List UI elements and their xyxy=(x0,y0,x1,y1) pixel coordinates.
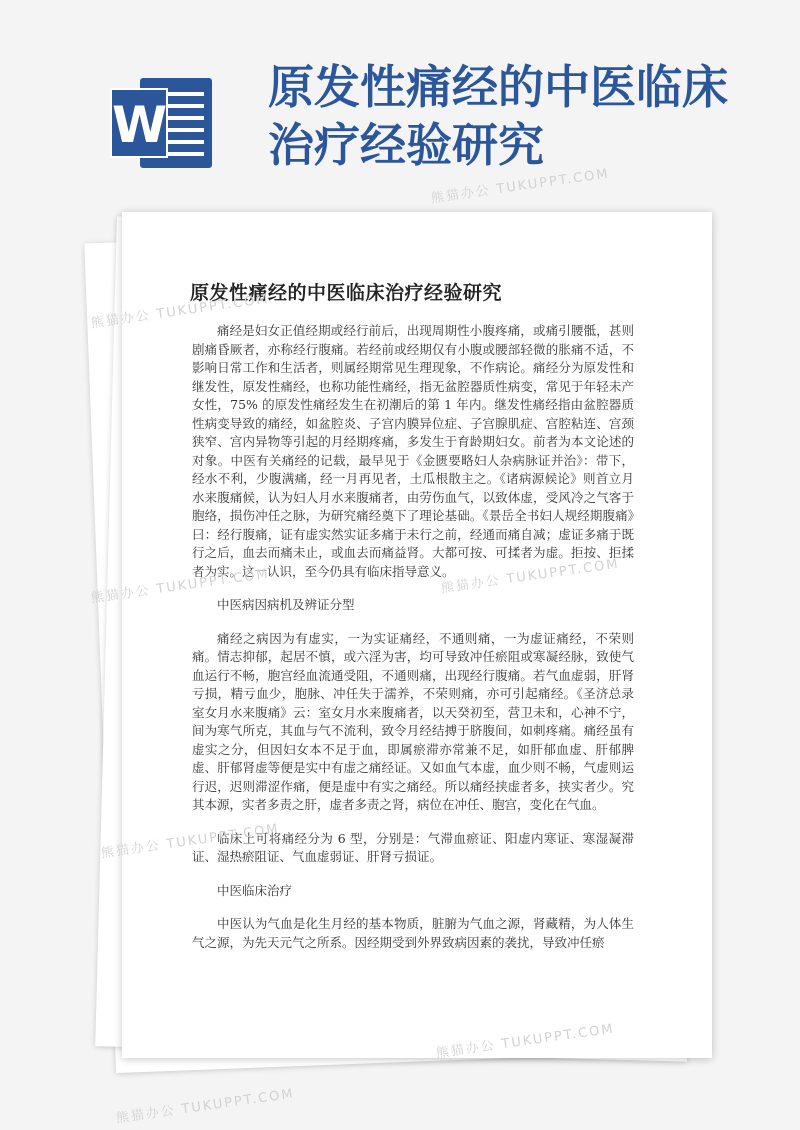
watermark: 熊猫办公 TUKUPPT.COM xyxy=(440,556,621,597)
watermark: 熊猫办公 TUKUPPT.COM xyxy=(90,566,271,607)
watermark: 熊猫办公 TUKUPPT.COM xyxy=(100,821,281,862)
section-heading-treatment: 中医临床治疗 xyxy=(217,882,293,898)
document-body xyxy=(192,322,634,952)
word-w-letter: W xyxy=(110,88,168,158)
watermark: 熊猫办公 TUKUPPT.COM xyxy=(435,1021,616,1062)
word-icon xyxy=(110,78,212,168)
watermark: 熊猫办公 TUKUPPT.COM xyxy=(90,291,271,332)
page-title: 原发性痛经的中医临床治疗经验研究 xyxy=(268,60,728,172)
paragraph-etiology: 痛经之病因为有虚实，一为实证痛经，不通则痛，一为虚证痛经，不荣则痛。情志抑郁，起居不慎，或六淫为害，均可导致冲任瘀阻或寒凝经脉，致使气血运行不畅，胞宫经血流通受阻，不通则痛，出现经行腹痛。若气血虚弱，肝肾亏损，精亏血少，胞脉、冲任失于濡养，不荣则痛，亦可引起痛经。《圣济总录室女月水来腹痛》云：室女月水来腹痛者，以天癸初至，营卫未和，心神不宁，间为寒气所克，其血与气不流利，致令月经结搏于脐腹间，如刺疼痛。痛经虽有虚实之分，但因妇女本不足于血，即属瘀滞亦常兼不足，如肝郁血虚、肝郁脾虚、肝郁肾虚等便是实中有虚之痛经证。又如血气本虚，血少则不畅，气虚则运行迟，迟则滞涩作痛，便是虚中有实之痛经。所以痛经挟虚者多，挟实者少。究其本源，实者多责之肝，虚者多责之肾，病位在冲任、胞宫，变化在气血。 xyxy=(192,630,634,812)
watermark: 熊猫办公 TUKUPPT.COM xyxy=(115,1086,296,1127)
section-heading-etiology: 中医病因病机及辨证分型 xyxy=(217,597,355,612)
paragraph-classification: 临床上可将痛经分为 6 型，分别是：气滞血瘀证、阳虚内寒证、寒湿凝滞证、湿热瘀阻证、气血虚弱证、肝肾亏损证。 xyxy=(192,830,634,864)
paragraph-treatment: 中医认为气血是化生月经的基本物质，脏腑为气血之源，肾藏精，为人体生气之源，为先天元气之所系。因经期受到外界致病因素的袭扰，导致冲任瘀 xyxy=(192,916,634,950)
document-header xyxy=(0,0,800,200)
document-title: 原发性痛经的中医临床治疗经验研究 xyxy=(190,282,503,304)
document-page xyxy=(122,212,712,1058)
paragraph-intro: 痛经是妇女正值经期或经行前后，出现周期性小腹疼痛，或痛引腰骶，甚则剧痛昏厥者，亦称经行腹痛。若经前或经期仅有小腹或腰部轻微的胀痛不适，不影响日常工作和生活者，则属经期常见生理现象，不作病论。痛经分为原发性和继发性，原发性痛经，也称功能性痛经，指无盆腔器质性病变，常见于年轻未产女性，75% 的原发性痛经发生在初潮后的第 1 年内。继发性痛经指由盆腔器质性病变导致的痛经，如盆腔炎、子宫内膜异位症、子宫腺肌症、宫腔粘连、宫颈狭窄、宫内异物等引起的月经期疼痛，多发生于育龄期妇女。前者为本文论述的对象。中医有关痛经的记载，最早见于《金匮要略妇人杂病脉证并治》：带下，经水不利，少腹满痛，经一月再见者，土瓜根散主之。《诸病源候论》则首立月水来腹痛候，认为妇人月水来腹痛者，由劳伤血气，以致体虚，受风冷之气客于胞络，损伤冲任之脉，为研究痛经奠下了理论基础。《景岳全书妇人规经期腹痛》曰：经行腹痛，证有虚实然实证多痛于未行之前，经通而痛自减；虚证多痛于既行之后，血去而痛未止，或血去而痛益肾。大都可按、可揉者为虚。拒按、拒揉者为实。这一认识，至今仍具有临床指导意义。 xyxy=(192,323,634,579)
watermark: 熊猫办公 TUKUPPT.COM xyxy=(430,166,611,207)
